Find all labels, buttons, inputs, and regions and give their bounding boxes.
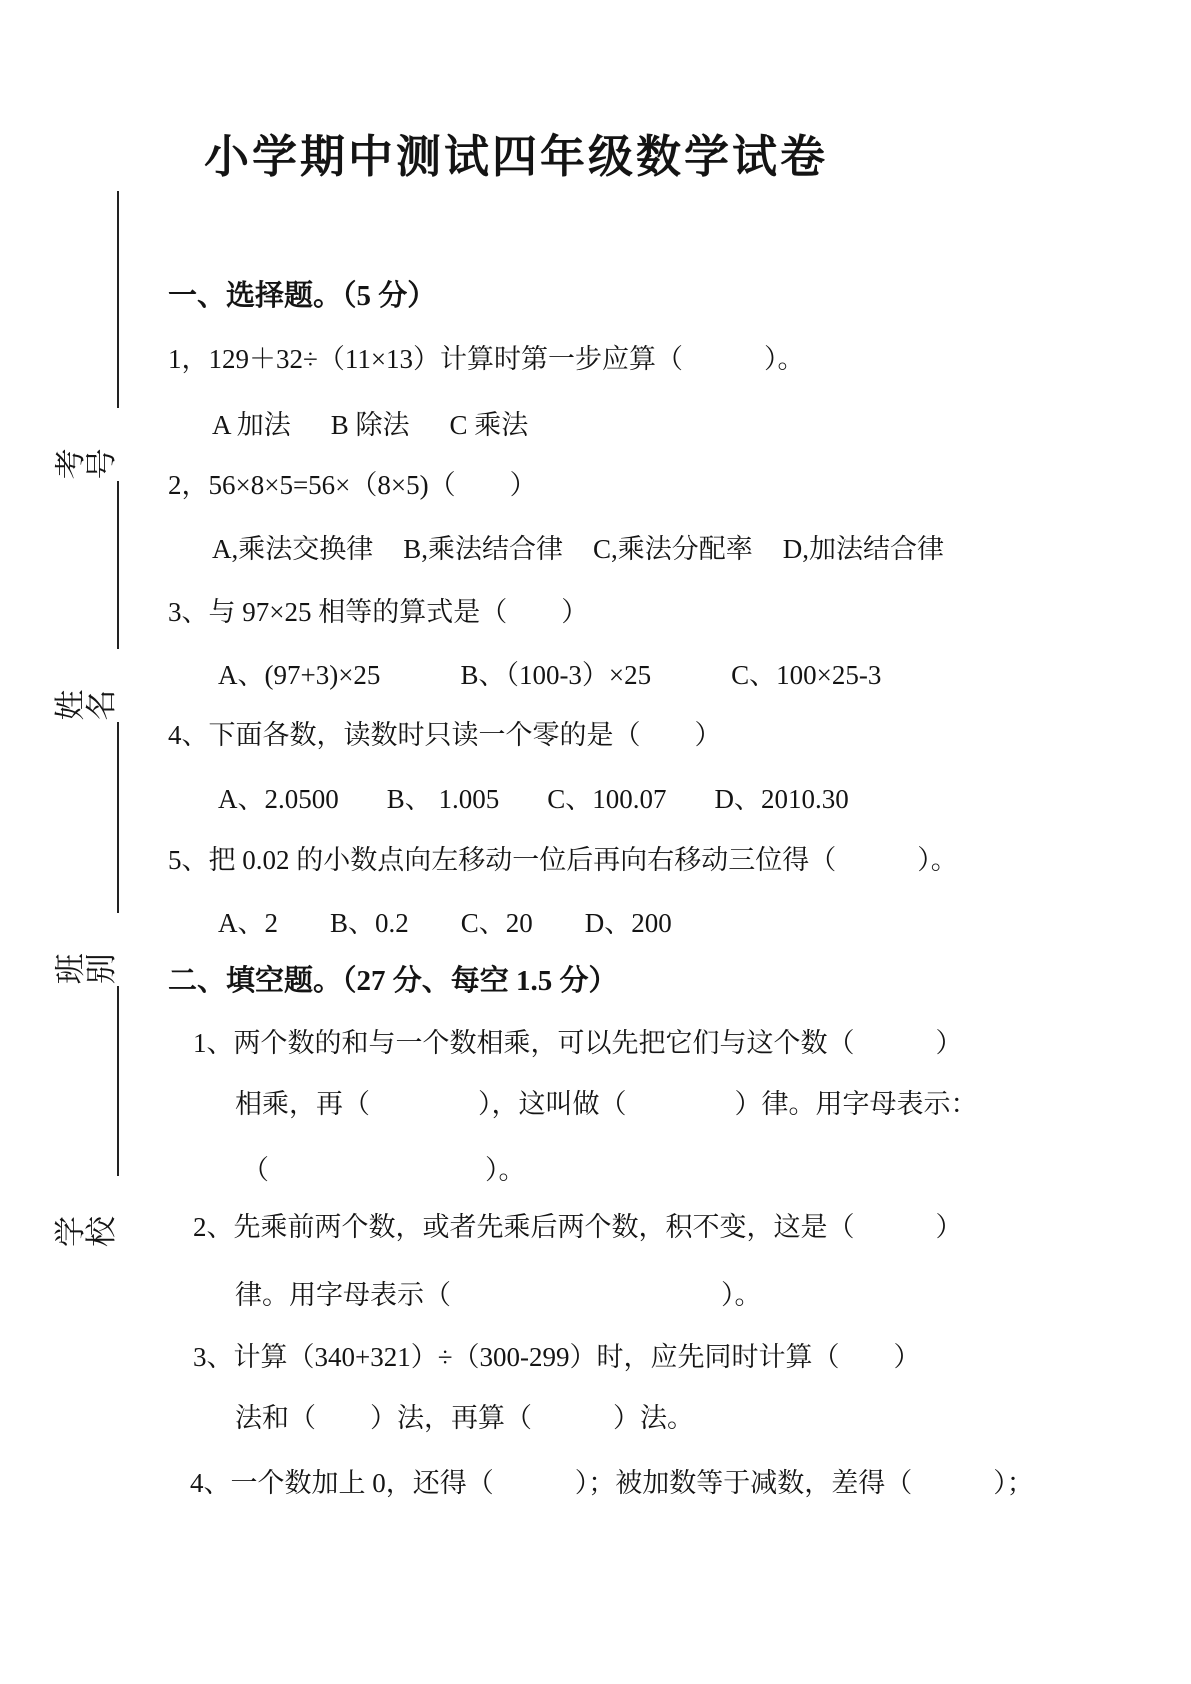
option-d: D,加法结合律 (782, 534, 945, 564)
option-c: C,乘法分配率 (593, 534, 753, 564)
student-info-margin (53, 191, 119, 1249)
option-a: A、2.0500 (218, 784, 339, 814)
s1-question-2-options (212, 533, 944, 565)
option-b: B,乘法结合律 (403, 534, 564, 564)
s1-question-5: 5、把 0.02 的小数点向左移动一位后再向右移动三位得（ ）。 (168, 845, 958, 875)
s1-question-1: 1，129＋32÷（11×13）计算时第一步应算（ ）。 (168, 344, 805, 374)
option-a: A,乘法交换律 (212, 534, 374, 564)
school-fill-line (81, 986, 119, 1176)
option-a: A 加法 (212, 410, 291, 440)
exam-number-fill-line (81, 191, 119, 408)
s2-question-2-line-2: 律。用字母表示（ ）。 (235, 1280, 762, 1310)
option-b: B、 1.005 (386, 784, 500, 814)
s2-question-1-line-2: 相乘，再（ ），这叫做（ ）律。用字母表示： (235, 1089, 978, 1119)
option-b: B、（100-3）×25 (460, 660, 652, 690)
s1-question-4: 4、下面各数，读数时只读一个零的是（ ） (168, 720, 722, 750)
option-c: C、20 (460, 908, 533, 938)
s1-question-3-options (218, 659, 881, 691)
option-a: A、2 (218, 908, 278, 938)
s1-question-4-options (218, 783, 849, 815)
s2-question-4-line-1: 4、一个数加上 0，还得（ ）；被加数等于减数，差得（ ）； (190, 1468, 1034, 1498)
s2-question-1-line-3: （ ）。 (242, 1155, 526, 1185)
option-d: D、2010.30 (714, 784, 849, 814)
name-fill-line (81, 481, 119, 649)
option-b: B 除法 (330, 410, 410, 440)
option-d: D、200 (584, 908, 672, 938)
s1-question-2: 2，56×8×5=56×（8×5)（ ） (168, 470, 537, 500)
school-field-label: 学校 (53, 1212, 119, 1247)
section1-heading: 一、选择题。（5 分） (168, 280, 437, 312)
s2-question-3-line-2: 法和（ ）法，再算（ ）法。 (235, 1403, 694, 1433)
option-a: A、(97+3)×25 (218, 660, 381, 690)
option-c: C、100.07 (547, 784, 667, 814)
s1-question-3: 3、与 97×25 相等的算式是（ ） (168, 597, 589, 627)
option-c: C、100×25-3 (731, 660, 882, 690)
s1-question-5-options (218, 907, 672, 939)
s1-question-1-options (212, 409, 528, 441)
exam-title: 小学期中测试四年级数学试卷 (204, 132, 829, 182)
exam-number-field-label: 考号 (53, 444, 119, 480)
option-c: C 乘法 (449, 410, 529, 440)
s2-question-3-line-1: 3、计算（340+321）÷（300-299）时，应先同时计算（ ） (193, 1342, 921, 1372)
s2-question-2-line-1: 2、先乘前两个数，或者先乘后两个数，积不变，这是（ ） (193, 1212, 963, 1242)
class-fill-line (81, 722, 119, 913)
name-field-label: 姓名 (53, 685, 119, 721)
option-b: B、0.2 (330, 908, 409, 938)
class-field-label: 班别 (53, 949, 119, 985)
section2-heading: 二、填空题。（27 分、每空 1.5 分） (168, 965, 618, 997)
s2-question-1-line-1: 1、两个数的和与一个数相乘，可以先把它们与这个数（ ） (193, 1028, 963, 1058)
